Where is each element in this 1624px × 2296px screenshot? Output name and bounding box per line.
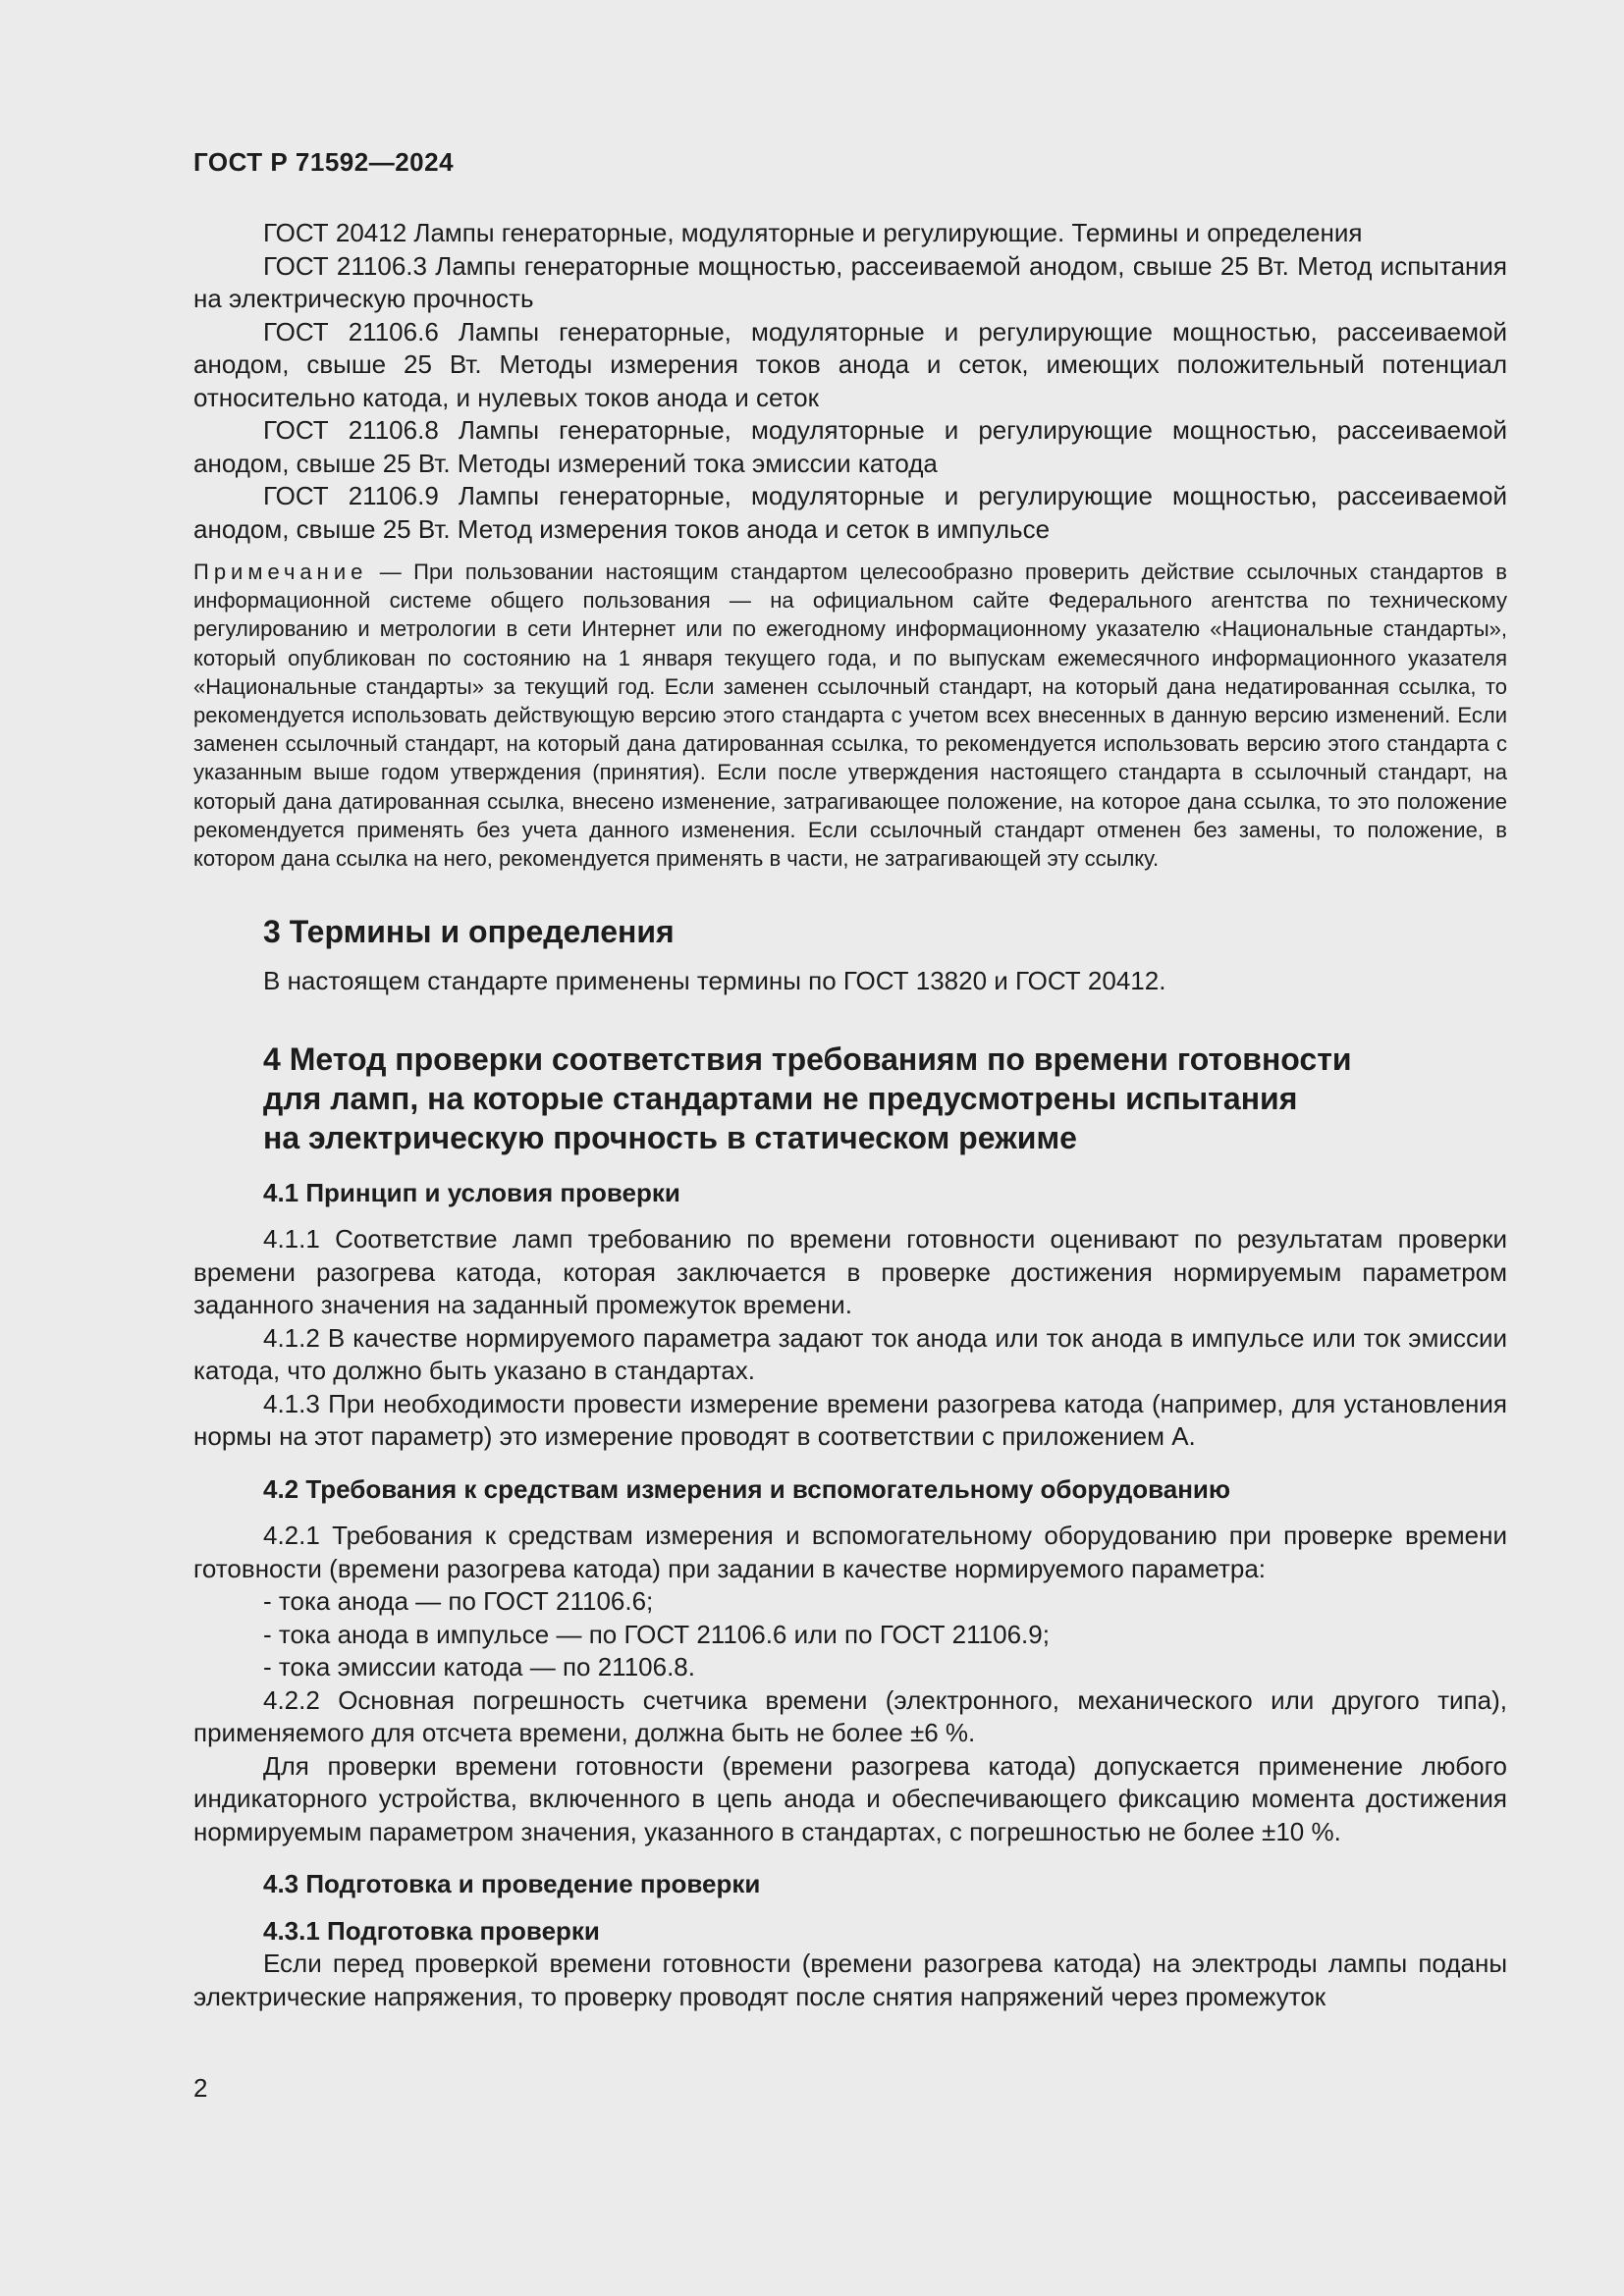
note-label: Примечание	[193, 560, 368, 584]
section-3-heading: 3 Термины и определения	[263, 914, 675, 950]
paragraph-4-2-2: 4.2.2 Основная погрешность счетчика времени (электронного, механического или другого типа), применяемого для отсчета времени, должна быть не более ±6 %.	[193, 1684, 1507, 1748]
list-item: - тока анода — по ГОСТ 21106.6;	[263, 1586, 654, 1617]
subsection-4-3-1-heading: 4.3.1 Подготовка проверки	[263, 1915, 600, 1946]
paragraph-4-3-1: Если перед проверкой времени готовности (времени разогрева катода) на электроды лампы поданы электрические напряжения, то проверку проводят после снятия напряжений через промежуток	[193, 1949, 1507, 2011]
subsection-4-3-heading: 4.3 Подготовка и проведение проверки	[263, 1869, 761, 1899]
paragraph-4-2-2-continued: Для проверки времени готовности (времени разогрева катода) допускается применение любого индикаторного устройства, включенного в цепь анода и обеспечивающего фиксацию момента достижения нормируемым параметром значения, указанного в стандартах, с погрешностью не более ±10 %.	[193, 1750, 1507, 1846]
list-item: - тока анода в импульсе — по ГОСТ 21106.6 или по ГОСТ 21106.9;	[263, 1619, 1050, 1649]
section-3-text: В настоящем стандарте применены термины по ГОСТ 13820 и ГОСТ 20412.	[263, 966, 1166, 996]
subsection-4-2-heading: 4.2 Требования к средствам измерения и вспомогательному оборудованию	[263, 1473, 1231, 1504]
reference-item: ГОСТ 21106.9 Лампы генераторные, модуляторные и регулирующие мощностью, рассеиваемой анодом, свыше 25 Вт. Метод измерения токов анода и сеток в импульсе	[193, 481, 1507, 544]
list-item: - тока эмиссии катода — по 21106.8.	[263, 1652, 695, 1682]
note-block	[193, 558, 1507, 873]
paragraph-4-1-3: 4.1.3 При необходимости провести измерение времени разогрева катода (например, для установления нормы на этот параметр) это измерение проводят в соответствии с приложением А.	[193, 1388, 1507, 1452]
paragraph-4-1-2: 4.1.2 В качестве нормируемого параметра задают ток анода или ток анода в импульсе или ток эмиссии катода, что должно быть указано в стандартах.	[193, 1322, 1507, 1386]
document-page	[193, 147, 1507, 2013]
subsection-4-1-heading: 4.1 Принцип и условия проверки	[263, 1177, 680, 1207]
reference-item: ГОСТ 21106.3 Лампы генераторные мощностью, рассеиваемой анодом, свыше 25 Вт. Метод испытания на электрическую прочность	[193, 250, 1507, 313]
section-4-heading-line: 4 Метод проверки соответствия требованиям по времени готовности	[263, 1041, 1352, 1077]
document-code-header: ГОСТ Р 71592—2024	[193, 147, 455, 177]
paragraph-4-1-1: 4.1.1 Соответствие ламп требованию по времени готовности оценивают по результатам проверки времени разогрева катода, которая заключается в проверке достижения нормируемым параметром заданного значения на заданный промежуток времени.	[193, 1224, 1507, 1320]
note-text: — При пользовании настоящим стандартом целесообразно проверить действие ссылочных стандартов в информационной системе общего пользования — на официальном сайте Федерального агентства по техническому регулированию и метрологии в сети Интернет или по ежегодному информационному указателю «Национальные стандарты», который опубликован по состоянию на 1 января текущего года, и по выпускам ежемесячного информационного указателя «Национальные стандарты» за текущий год. Если заменен ссылочный стандарт, на который дана недатированная ссылка, то рекомендуется использовать действующую версию этого стандарта с учетом всех внесенных в данную версию изменений. Если заменен ссылочный стандарт, на который дана датированная ссылка, то рекомендуется использовать версию этого стандарта с указанным выше годом утверждения (принятия). Если после утверждения настоящего стандарта в ссылочный стандарт, на который дана датированная ссылка, внесено изменение, затрагивающее положение, на которое дана ссылка, то это положение рекомендуется применять без учета данного изменения. Если ссылочный стандарт отменен без замены, то положение, в котором дана ссылка на него, рекомендуется применять в части, не затрагивающей эту ссылку.	[193, 560, 1507, 872]
reference-item: ГОСТ 21106.8 Лампы генераторные, модуляторные и регулирующие мощностью, рассеиваемой анодом, свыше 25 Вт. Методы измерений тока эмиссии катода	[193, 415, 1507, 478]
section-4-heading-line: на электрическую прочность в статическом режиме	[263, 1119, 1077, 1155]
section-4-heading-line: для ламп, на которые стандартами не предусмотрены испытания	[263, 1080, 1298, 1116]
page-number: 2	[193, 2073, 208, 2103]
reference-item: ГОСТ 21106.6 Лампы генераторные, модуляторные и регулирующие мощностью, рассеиваемой анодом, свыше 25 Вт. Методы измерения токов анода и сеток, имеющих положительный потенциал относительно катода, и нулевых токов анода и сеток	[193, 316, 1507, 412]
paragraph-4-2-1: 4.2.1 Требования к средствам измерения и вспомогательному оборудованию при проверке времени готовности (времени разогрева катода) при задании в качестве нормируемого параметра:	[193, 1521, 1507, 1583]
reference-item: ГОСТ 20412 Лампы генераторные, модуляторные и регулирующие. Термины и определения	[263, 218, 1363, 247]
section-4-heading	[193, 1040, 1507, 1157]
